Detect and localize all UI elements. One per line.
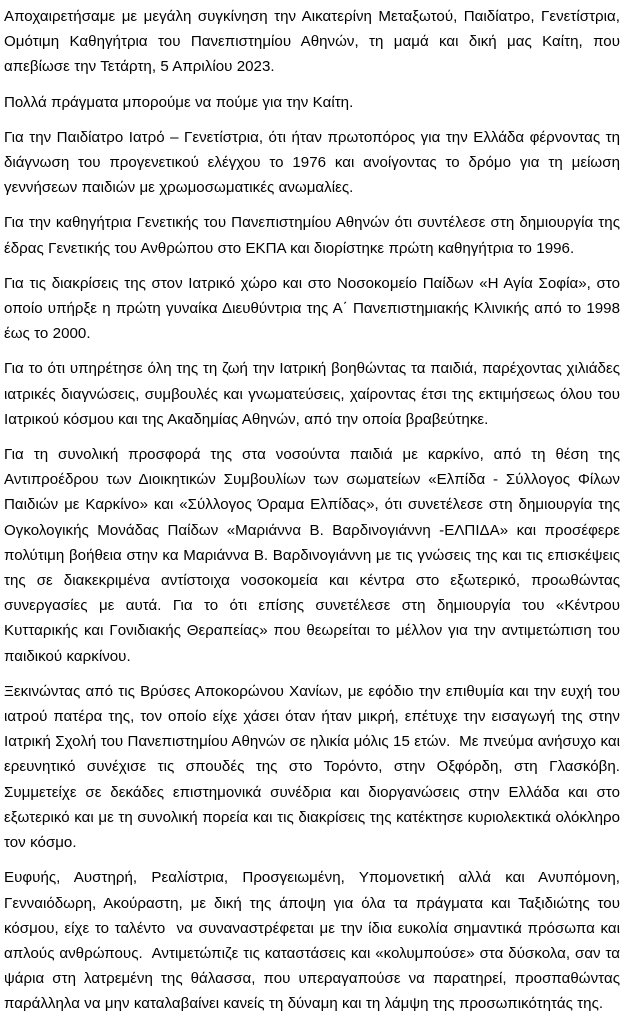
paragraph: Για την Παιδίατρο Ιατρό – Γενετίστρια, ότι ήταν πρωτοπόρος για την Ελλάδα φέρνοντας τη διάγνωση του προγενετικού ελέγχου το 1976 και ανοίγοντας το δρόμο για τη μείωση γεννήσεων παιδιών με χρωμοσωματικές ανωμαλίες. [4,128,624,197]
paragraph: Για το ότι υπηρέτησε όλη της τη ζωή την Ιατρική βοηθώντας τα παιδιά, παρέχοντας χιλιάδες ιατρικές διαγνώσεις, συμβουλές και γνωματεύσεις, χαίροντας έτσι της εκτιμήσεως όλου του Ιατρικού κόσμου και της Ακαδημίας Αθηνών, από την οποία βραβεύτηκε. [4,360,624,428]
paragraph: Αποχαιρετήσαμε με μεγάλη συγκίνηση την Αικατερίνη Μεταξωτού, Παιδίατρο, Γενετίστρια, Ομότιμη Καθηγήτρια του Πανεπιστημίου Αθηνών, τη μαμά και δική μας Καίτη, που απεβίωσε την Τετάρτη, 5 Απριλίου 2023. [4,8,624,76]
paragraph: Ευφυής, Αυστηρή, Ρεαλίστρια, Προσγειωμένη, Υπομονετική αλλά και Ανυπόμονη, Γενναιόδωρη, Ακούραστη, με δική της άποψη για όλα τα πράγματα και Ταξιδιώτης του κόσμου, είχε το ταλέντο να συναναστρέφεται με την ίδια ευκολία σημαντικά πρόσωπα και απλούς ανθρώπους. Αντιμετώπιζε τις καταστάσεις και «κολυμπούσε» στα δύσκολα, σαν τα ψάρια στη λατρεμένη της θάλασσα, που υπεραγαπούσε να παρατηρεί, προσπαθώντας παράλληλα να μην καταλαβαίνει κανείς τη δύναμη και τη λάμψη της προσωπικότητάς της. [4,869,624,1013]
document-body [4,4,624,1017]
paragraph: Για τις διακρίσεις της στον Ιατρικό χώρο και στο Νοσοκομείο Παίδων «Η Αγία Σοφία», στο οποίο υπήρξε η πρώτη γυναίκα Διευθύντρια της Α΄ Πανεπιστημιακής Κλινικής από το 1998 έως το 2000. [4,274,624,343]
paragraph: Για την καθηγήτρια Γενετικής του Πανεπιστημίου Αθηνών ότι συντέλεσε στη δημιουργία της έδρας Γενετικής του Ανθρώπου στο ΕΚΠΑ και διορίστηκε πρώτη καθηγήτρια το 1996. [4,214,624,257]
paragraph: Για τη συνολική προσφορά της στα νοσούντα παιδιά με καρκίνο, από τη θέση της Αντιπροέδρου των Διοικητικών Συμβουλίων των σωματείων «Ελπίδα - Σύλλογος Φίλων Παιδιών με Καρκίνο» και «Σύλλογος Όραμα Ελπίδας», ότι συνετέλεσε στη δημιουργία της Ογκολογικής Μονάδας Παίδων «Μαριάννα Β. Βαρδινογιάννη -ΕΛΠΙΔΑ» και προσέφερε πολύτιμη βοήθεια στην κα Μαριάννα Β. Βαρδινογιάννη με τις γνώσεις της και τις επισκέψεις της σε διακεκριμένα αντίστοιχα νοσοκομεία και κέντρα στο εξωτερικό, προωθώντας συνεργασίες με αυτά. Για το ότι επίσης συνετέλεσε στη δημιουργία του «Κέντρου Κυτταρικής και Γονιδιακής Θεραπείας» που θεωρείται το μέλλον για την αντιμετώπιση του παιδικού καρκίνου. [4,446,624,665]
paragraph: Πολλά πράγματα μπορούμε να πούμε για την Καίτη. [4,93,354,111]
paragraph: Ξεκινώντας από τις Βρύσες Αποκορώνου Χανίων, με εφόδιο την επιθυμία και την ευχή του ιατρού πατέρα της, τον οποίο είχε χάσει όταν ήταν μικρή, επέτυχε την εισαγωγή της στην Ιατρική Σχολή του Πανεπιστημίου Αθηνών σε ηλικία μόλις 15 ετών. Με πνεύμα ανήσυχο και ερευνητικό συνέχισε τις σπουδές της στο Τορόντο, στην Οξφόρδη, στη Γλασκόβη. Συμμετείχε σε δεκάδες επιστημονικά συνέδρια και διοργανώσεις στην Ελλάδα και στο εξωτερικό και με τη συνολική πορεία και τις διακρίσεις της κατέκτησε κυριολεκτικά ολόκληρο τον κόσμο. [4,682,624,852]
